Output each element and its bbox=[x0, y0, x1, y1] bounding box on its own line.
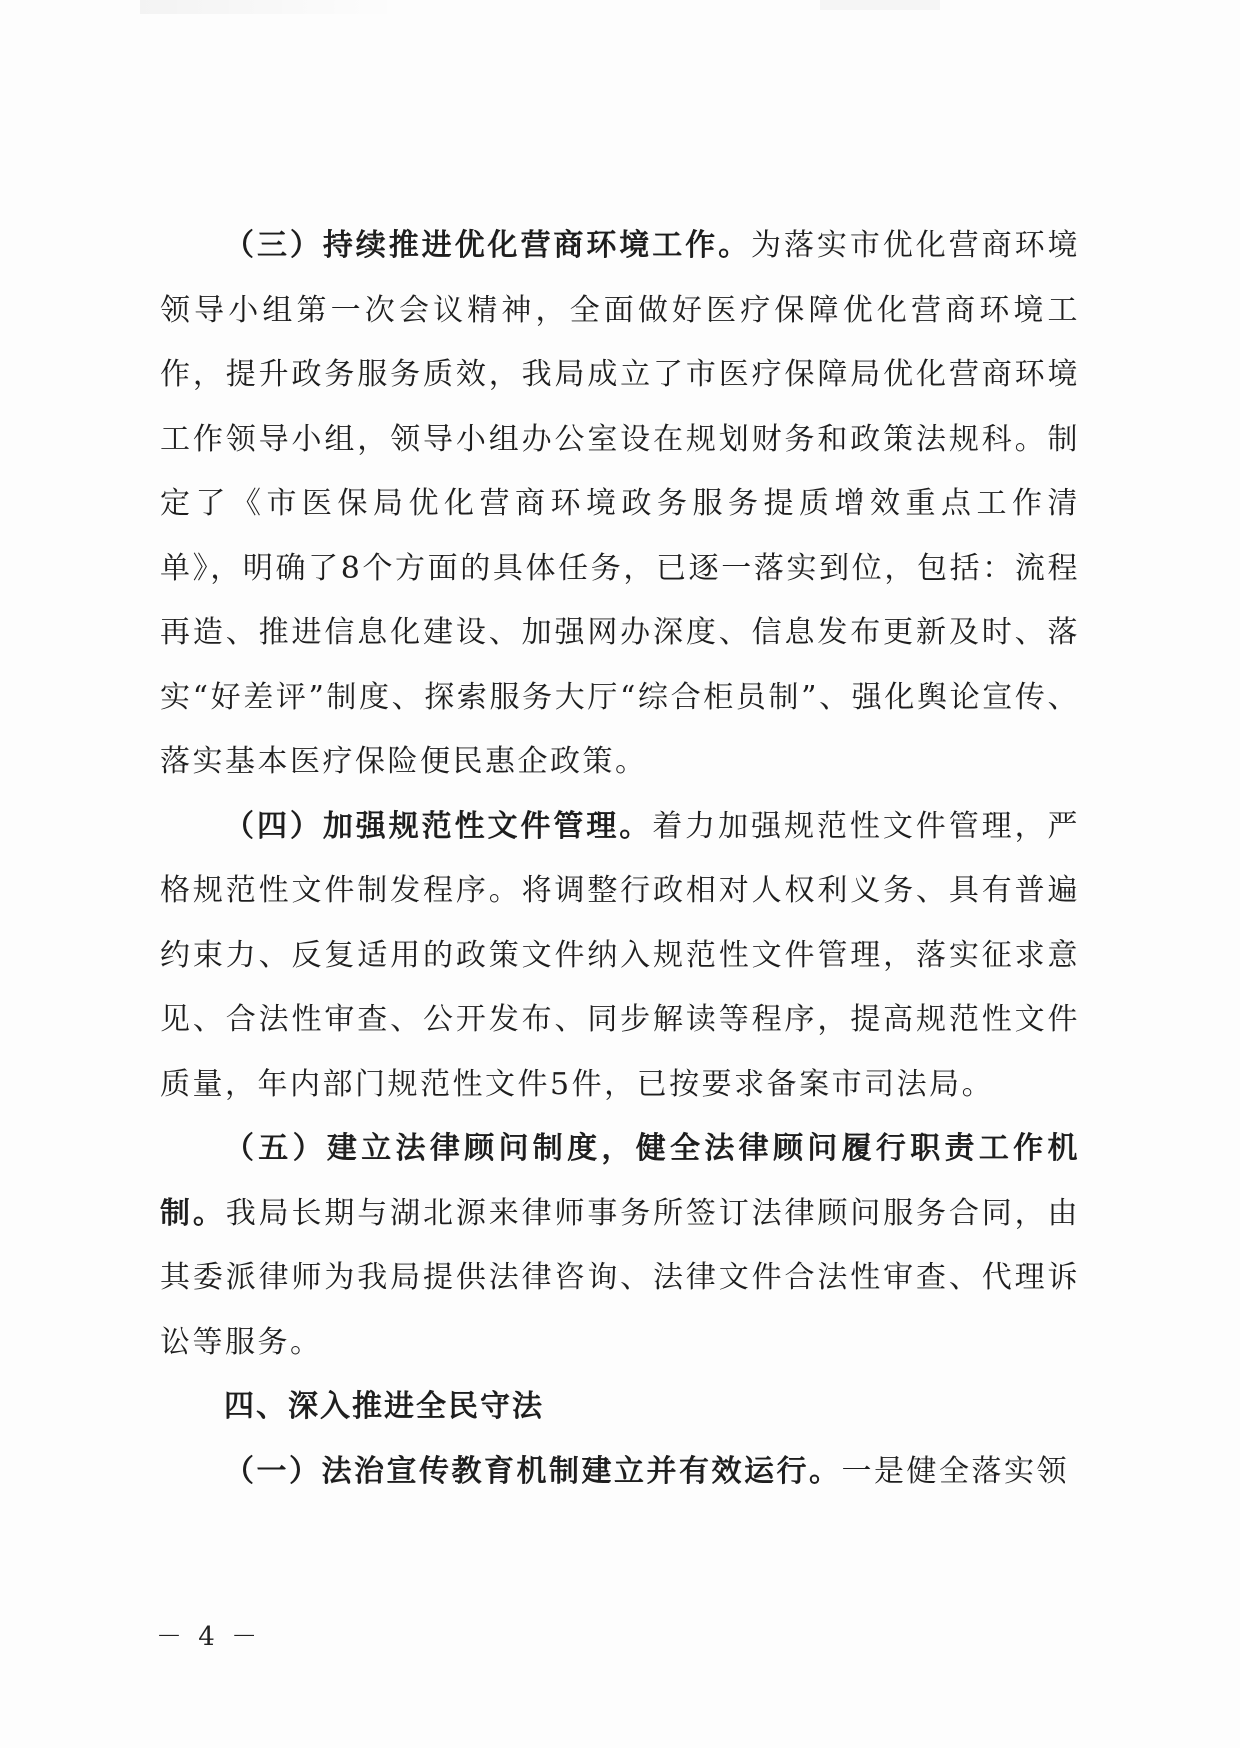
scan-artifact bbox=[820, 0, 940, 10]
scan-artifact bbox=[140, 0, 400, 14]
paragraph-text: 为落实市优化营商环境领导小组第一次会议精神，全面做好医疗保障优化营商环境工作，提升政务服务质效，我局成立了市医疗保障局优化营商环境工作领导小组，领导小组办公室设在规划财务和政策法规科。制定了《市医保局优化营商环境政务服务提质增效重点工作清单》，明确了8个方面的具体任务，已逐一落实到位，包括：流程再造、推进信息化建设、加强网办深度、信息发布更新及时、落实“好差评”制度、探索服务大厅“综合柜员制”、强化舆论宣传、落实基本医疗保险便民惠企政策。 bbox=[160, 228, 1081, 779]
paragraph-text: 着力加强规范性文件管理，严格规范性文件制发程序。将调整行政相对人权利义务、具有普遍约束力、反复适用的政策文件纳入规范性文件管理，落实征求意见、合法性审查、公开发布、同步解读等程序，提高规范性文件质量，年内部门规范性文件5件，已按要求备案市司法局。 bbox=[160, 808, 1081, 1102]
document-body bbox=[160, 214, 1080, 1504]
paragraph-lead: （三）持续推进优化营商环境工作。 bbox=[224, 228, 752, 263]
paragraph-lead: （四）加强规范性文件管理。 bbox=[224, 808, 653, 844]
paragraph-optimize-business-environment bbox=[160, 214, 1080, 795]
paragraph-legal-education bbox=[160, 1440, 1080, 1505]
paragraph-normative-documents bbox=[160, 795, 1080, 1118]
page-number: － 4 － bbox=[156, 1622, 262, 1652]
paragraph-lead: （一）法治宣传教育机制建立并有效运行。 bbox=[224, 1453, 842, 1489]
section-heading: 四、深入推进全民守法 bbox=[224, 1389, 544, 1424]
paragraph-lead: （五）建立法律顾问制度，健全法律顾问履行职责工作机制。 bbox=[160, 1131, 1080, 1231]
paragraph-legal-advisor bbox=[160, 1117, 1080, 1375]
paragraph-text: 一是健全落实领 bbox=[841, 1453, 1069, 1489]
paragraph-text: 我局长期与湖北源来律师事务所签订法律顾问服务合同，由其委派律师为我局提供法律咨询、法律文件合法性审查、代理诉讼等服务。 bbox=[160, 1195, 1081, 1360]
